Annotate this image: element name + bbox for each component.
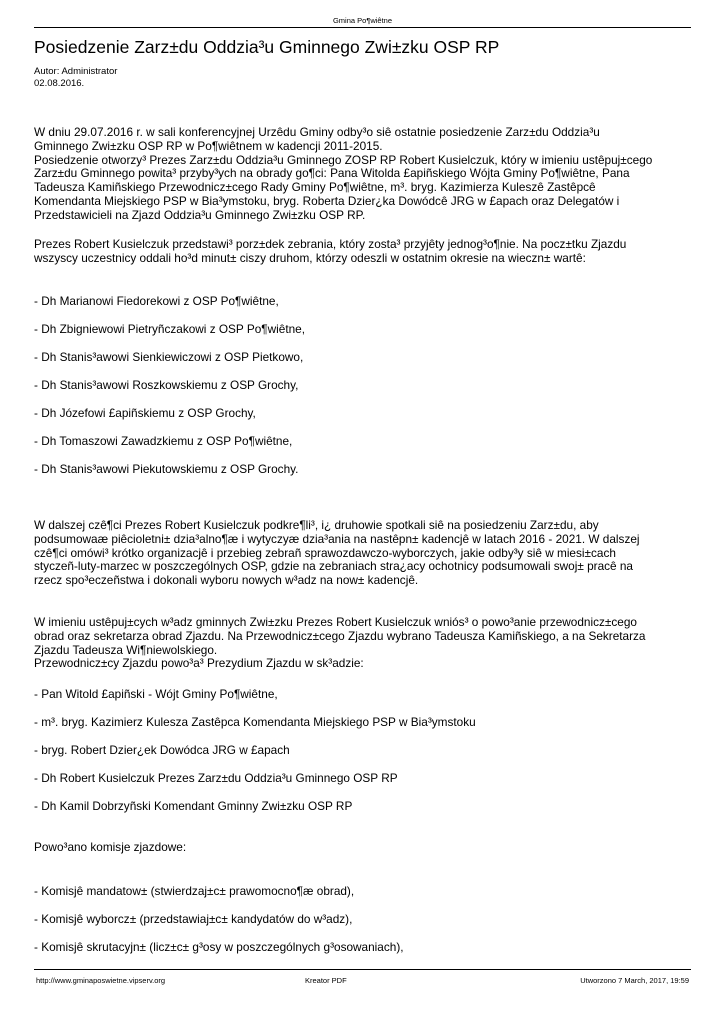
list-item-presidium: - Dh Robert Kusielczuk Prezes Zarz±du Oddzia³u Gminnego OSP RP	[34, 771, 398, 785]
text-line: Zarz±du Gminnego powita³ przyby³ych na obrady go¶ci: Pana Witolda £apiñskiego Wójta Gminy Po¶wiêtne, Pana	[34, 166, 630, 181]
footer-divider	[34, 969, 691, 970]
list-item-presidium: - Dh Kamil Dobrzyñski Komendant Gminny Zwi±zku OSP RP	[34, 799, 353, 813]
list-item-presidium: - Pan Witold £apiñski - Wójt Gminy Po¶wiêtne,	[34, 687, 278, 701]
article-author: Autor: Administrator	[34, 66, 118, 77]
article-date: 02.08.2016.	[34, 78, 85, 89]
footer-url: http://www.gminaposwietne.vipserv.org	[36, 976, 166, 985]
list-item-remembrance: - Dh Stanis³awowi Sienkiewiczowi z OSP Pietkowo,	[34, 350, 304, 364]
list-item-remembrance: - Dh Tomaszowi Zawadzkiemu z OSP Po¶wiêtne,	[34, 434, 293, 448]
paragraph-commissions: Powo³ano komisje zjazdowe:	[34, 840, 187, 854]
text-line: styczeñ-luty-marzec w poszczególnych OSP, gdzie na zebraniach stra¿acy ochotnicy podsumowali swoj± pracê na	[34, 559, 633, 574]
list-item-presidium: - m³. bryg. Kazimierz Kulesza Zastêpca Komendanta Miejskiego PSP w Bia³ymstoku	[34, 715, 476, 729]
text-line: Komendanta Miejskiego PSP w Bia³ymstoku, bryg. Roberta Dzier¿ka Dowódcê JRG w £apach oraz Delegatów i	[34, 193, 620, 208]
text-line: czê¶ci omówi³ krótko organizacjê i przebieg zebrañ sprawozdawczo-wyborczych, jakie odby³y siê w miesi±cach	[34, 545, 616, 560]
text-line: podsumowaæ piêcioletni± dzia³alno¶æ i wytyczyæ dzia³ania na nastêpn± kadencjê w latach 2016 - 2021. W dalszej	[34, 531, 640, 546]
list-item-remembrance: - Dh Józefowi £apiñskiemu z OSP Grochy,	[34, 406, 256, 420]
text-line: Zjazdu Tadeusza Wi¶niewolskiego.	[34, 642, 218, 657]
text-line: Tadeusza Kamiñskiego Przewodnicz±cego Rady Gminy Po¶wiêtne, m³. bryg. Kazimierza Kuleszê Zastêpcê	[34, 180, 596, 195]
paragraph-agenda	[34, 238, 694, 266]
list-item-commission: - Komisjê mandatow± (stwierdzaj±c± prawomocno¶æ obrad),	[34, 884, 355, 898]
article-title: Posiedzenie Zarz±du Oddzia³u Gminnego Zwi±zku OSP RP	[34, 37, 500, 57]
text-line: W dalszej czê¶ci Prezes Robert Kusielczuk podkre¶li³, i¿ druhowie spotkali siê na posiedzeniu Zarz±du, aby	[34, 518, 599, 532]
header-divider	[34, 27, 691, 28]
text-line: Prezes Robert Kusielczuk przedstawi³ porz±dek zebrania, który zosta³ przyjêty jednog³o¶nie. Na pocz±tku Zjazdu	[34, 237, 627, 251]
text-line: Posiedzenie otworzy³ Prezes Zarz±du Oddzia³u Gminnego ZOSP RP Robert Kusielczuk, który w imieniu ustêpuj±cego	[34, 152, 653, 167]
text-line: obrad oraz sekretarza obrad Zjazdu. Na Przewodnicz±cego Zjazdu wybrano Tadeusza Kamiñskiego, a na Sekretarza	[34, 628, 646, 643]
list-item-remembrance: - Dh Zbigniewowi Pietryñczakowi z OSP Po¶wiêtne,	[34, 322, 305, 336]
text-line: Gminnego Zwi±zku OSP RP w Po¶wiêtnem w kadencji 2011-2015.	[34, 138, 383, 153]
header-site-name: Gmina Po¶wiêtne	[332, 16, 393, 25]
text-line: W imieniu ustêpuj±cych w³adz gminnych Zwi±zku Prezes Robert Kusielczuk wniós³ o powo³anie przewodnicz±cego	[34, 615, 637, 629]
footer-generator: Kreator PDF	[305, 976, 347, 985]
text-line: wszyscy uczestnicy oddali ho³d minut± ciszy druhom, którzy odeszli w ostatnim okresie na wieczn± wartê:	[34, 250, 586, 265]
paragraph-opening	[34, 126, 694, 223]
paragraph-summary	[34, 519, 694, 588]
text-line: Przewodnicz±cy Zjazdu powo³a³ Prezydium Zjazdu w sk³adzie:	[34, 656, 364, 671]
text-line: Przedstawicieli na Zjazd Oddzia³u Gminnego Zwi±zku OSP RP.	[34, 207, 366, 222]
text-line: W dniu 29.07.2016 r. w sali konferencyjnej Urzêdu Gminy odby³o siê ostatnie posiedzenie Zarz±du Oddzia³u	[34, 125, 600, 139]
list-item-remembrance: - Dh Stanis³awowi Roszkowskiemu z OSP Grochy,	[34, 378, 299, 392]
paragraph-presidium	[34, 616, 694, 671]
article-meta	[34, 66, 117, 90]
list-item-commission: - Komisjê wyborcz± (przedstawiaj±c± kandydatów do w³adz),	[34, 912, 353, 926]
footer-created: Utworzono 7 March, 2017, 19:59	[580, 976, 689, 985]
list-item-remembrance: - Dh Marianowi Fiedorekowi z OSP Po¶wiêtne,	[34, 294, 279, 308]
list-item-remembrance: - Dh Stanis³awowi Piekutowskiemu z OSP Grochy.	[34, 462, 299, 476]
list-item-presidium: - bryg. Robert Dzier¿ek Dowódca JRG w £apach	[34, 743, 290, 757]
text-line: rzecz spo³eczeñstwa i dokonali wyboru nowych w³adz na now± kadencjê.	[34, 573, 419, 588]
list-item-commission: - Komisjê skrutacyjn± (licz±c± g³osy w poszczególnych g³osowaniach),	[34, 940, 404, 954]
